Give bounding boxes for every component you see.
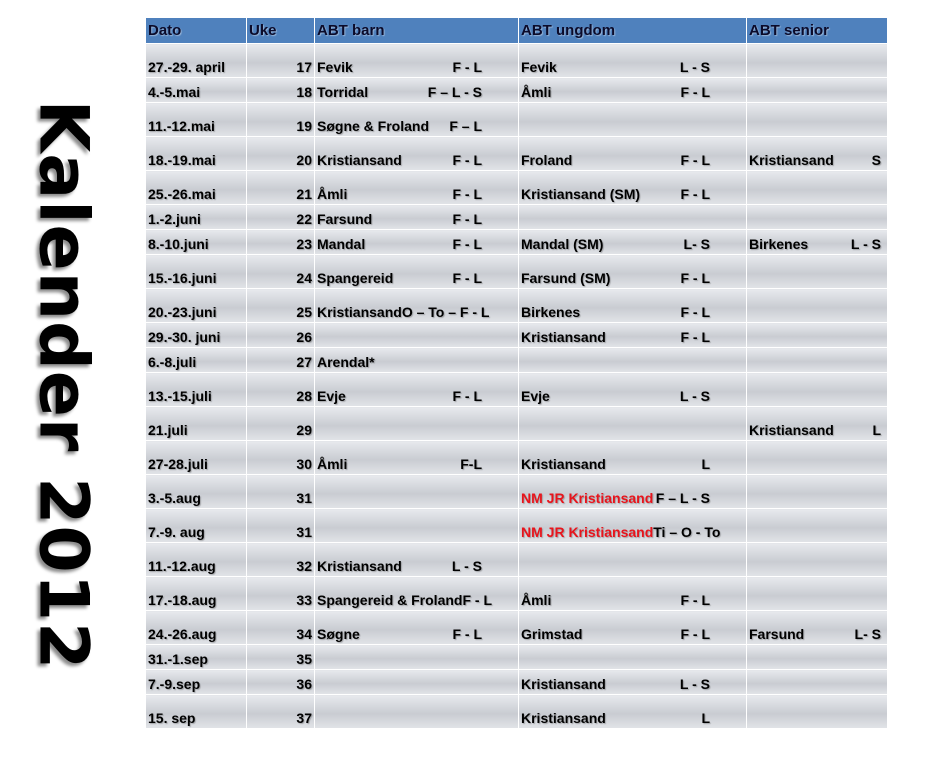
cell-senior (747, 407, 888, 441)
event-code: O – To – F - L (401, 304, 490, 320)
cell-barn (315, 475, 519, 509)
event-place: Arendal* (317, 354, 375, 370)
cell-dato: 7.-9. aug (146, 509, 247, 543)
event-code: F - L (452, 59, 482, 75)
cell-uke: 32 (247, 543, 315, 577)
cell-uke: 31 (247, 509, 315, 543)
header-abt-senior: ABT senior (747, 18, 888, 44)
event-code: F – L - S (427, 84, 482, 100)
cell-ungdom (519, 373, 747, 407)
event-place: Kristiansand (749, 152, 834, 168)
event-place: Kristiansand (317, 558, 402, 574)
cell-barn (315, 695, 519, 729)
event-code: F - L (680, 186, 710, 202)
event-code: F - L (680, 152, 710, 168)
cell-senior (747, 323, 888, 348)
cell-uke: 30 (247, 441, 315, 475)
event-code: S (871, 152, 881, 168)
cell-dato: 21.juli (146, 407, 247, 441)
cell-uke: 18 (247, 78, 315, 103)
event-place: Kristiansand (521, 456, 606, 472)
header-abt-barn: ABT barn (315, 18, 519, 44)
cell-senior (747, 577, 888, 611)
event-place: Mandal (317, 236, 366, 252)
cell-barn (315, 103, 519, 137)
cell-ungdom (519, 78, 747, 103)
table-row (146, 509, 888, 543)
event-code: F – L (449, 118, 482, 134)
cell-senior (747, 44, 888, 78)
cell-barn (315, 230, 519, 255)
event-place: Fevik (521, 59, 557, 75)
cell-dato: 25.-26.mai (146, 171, 247, 205)
cell-senior (747, 373, 888, 407)
cell-senior (747, 645, 888, 670)
table-row (146, 543, 888, 577)
cell-dato: 15.-16.juni (146, 255, 247, 289)
event-place: Torridal (317, 84, 369, 100)
event-place: Åmli (521, 84, 552, 100)
cell-senior (747, 441, 888, 475)
cell-uke: 31 (247, 475, 315, 509)
cell-uke: 36 (247, 670, 315, 695)
event-code: F - L (680, 304, 710, 320)
cell-barn (315, 348, 519, 373)
cell-ungdom (519, 103, 747, 137)
cell-ungdom (519, 289, 747, 323)
event-code: L (701, 456, 710, 472)
event-place: NM JR Kristiansand (521, 490, 654, 506)
table-row (146, 78, 888, 103)
event-code: L - S (679, 388, 710, 404)
cell-ungdom (519, 695, 747, 729)
cell-uke: 17 (247, 44, 315, 78)
cell-dato: 20.-23.juni (146, 289, 247, 323)
event-code: L (701, 710, 710, 726)
table-row (146, 44, 888, 78)
cell-barn (315, 645, 519, 670)
table-row (146, 475, 888, 509)
cell-ungdom (519, 205, 747, 230)
cell-uke: 26 (247, 323, 315, 348)
table-row (146, 407, 888, 441)
cell-barn (315, 670, 519, 695)
table-row (146, 230, 888, 255)
cell-barn (315, 407, 519, 441)
event-place: Åmli (317, 456, 348, 472)
cell-senior (747, 230, 888, 255)
event-code: F - L (452, 152, 482, 168)
event-code: F-L (460, 456, 482, 472)
event-code: L - S (451, 558, 482, 574)
cell-senior (747, 137, 888, 171)
event-code: F - L (452, 236, 482, 252)
event-code: F - L (452, 270, 482, 286)
event-place: Mandal (SM) (521, 236, 604, 252)
event-place: Kristiansand (521, 676, 606, 692)
event-code: L - S (679, 59, 710, 75)
cell-barn (315, 44, 519, 78)
cell-uke: 37 (247, 695, 315, 729)
cell-dato: 17.-18.aug (146, 577, 247, 611)
side-title (18, 99, 108, 671)
cell-ungdom (519, 670, 747, 695)
cell-dato: 24.-26.aug (146, 611, 247, 645)
table-row (146, 611, 888, 645)
cell-uke: 21 (247, 171, 315, 205)
cell-dato: 6.-8.juli (146, 348, 247, 373)
side-title-text: Kalender 2012 (23, 99, 103, 671)
cell-dato: 18.-19.mai (146, 137, 247, 171)
cell-ungdom (519, 475, 747, 509)
table-row (146, 103, 888, 137)
cell-senior (747, 289, 888, 323)
event-code: F - L (452, 626, 482, 642)
event-code: L - S (679, 676, 710, 692)
header-row (146, 18, 888, 44)
cell-senior (747, 509, 888, 543)
table-row (146, 695, 888, 729)
event-place: Grimstad (521, 626, 583, 642)
cell-ungdom (519, 137, 747, 171)
cell-dato: 13.-15.juli (146, 373, 247, 407)
cell-barn (315, 577, 519, 611)
cell-barn (315, 205, 519, 230)
cell-senior (747, 255, 888, 289)
cell-senior (747, 205, 888, 230)
cell-ungdom (519, 323, 747, 348)
event-place: Kristiansand (SM) (521, 186, 641, 202)
cell-uke: 28 (247, 373, 315, 407)
table-row (146, 323, 888, 348)
event-code: Ti – O - To (653, 524, 721, 540)
event-code: F – L - S (655, 490, 710, 506)
table-row (146, 645, 888, 670)
cell-barn (315, 78, 519, 103)
table-row (146, 373, 888, 407)
event-place: Åmli (317, 186, 348, 202)
event-place: Birkenes (521, 304, 581, 320)
event-code: F - L (452, 186, 482, 202)
cell-dato: 11.-12.mai (146, 103, 247, 137)
cell-dato: 11.-12.aug (146, 543, 247, 577)
event-place: Evje (521, 388, 550, 404)
event-place: Kristiansand (749, 422, 834, 438)
event-code: L- S (683, 236, 710, 252)
cell-senior (747, 78, 888, 103)
event-code: L- S (854, 626, 881, 642)
event-place: Birkenes (749, 236, 809, 252)
cell-dato: 1.-2.juni (146, 205, 247, 230)
cell-dato: 29.-30. juni (146, 323, 247, 348)
table-row (146, 348, 888, 373)
event-code: F - L (680, 329, 710, 345)
table-body (146, 44, 888, 729)
cell-ungdom (519, 44, 747, 78)
cell-uke: 24 (247, 255, 315, 289)
cell-uke: 25 (247, 289, 315, 323)
event-place: Farsund (749, 626, 805, 642)
cell-barn (315, 255, 519, 289)
event-place: Spangereid (317, 270, 394, 286)
cell-barn (315, 289, 519, 323)
cell-barn (315, 323, 519, 348)
table-row (146, 670, 888, 695)
event-place: Fevik (317, 59, 353, 75)
cell-ungdom (519, 441, 747, 475)
cell-barn (315, 441, 519, 475)
header-abt-ungdom: ABT ungdom (519, 18, 747, 44)
cell-uke: 35 (247, 645, 315, 670)
event-place: Søgne (317, 626, 360, 642)
cell-senior (747, 670, 888, 695)
table-row (146, 255, 888, 289)
cell-senior (747, 103, 888, 137)
cell-senior (747, 475, 888, 509)
cell-dato: 7.-9.sep (146, 670, 247, 695)
cell-uke: 27 (247, 348, 315, 373)
cell-dato: 15. sep (146, 695, 247, 729)
event-place: Spangereid & Froland (317, 592, 463, 608)
cell-dato: 31.-1.sep (146, 645, 247, 670)
cell-barn (315, 373, 519, 407)
cell-senior (747, 611, 888, 645)
cell-uke: 33 (247, 577, 315, 611)
cell-barn (315, 543, 519, 577)
table-row (146, 171, 888, 205)
table-row (146, 137, 888, 171)
cell-barn (315, 611, 519, 645)
event-place: Farsund (317, 211, 373, 227)
cell-barn (315, 171, 519, 205)
cell-ungdom (519, 230, 747, 255)
table-row (146, 577, 888, 611)
event-code: F - L (680, 626, 710, 642)
event-place: Evje (317, 388, 346, 404)
header-dato: Dato (146, 18, 247, 44)
event-code: F - L (452, 388, 482, 404)
event-place: Åmli (521, 592, 552, 608)
cell-senior (747, 171, 888, 205)
cell-senior (747, 695, 888, 729)
event-place: Kristiansand (521, 710, 606, 726)
table-row (146, 289, 888, 323)
cell-uke: 22 (247, 205, 315, 230)
cell-uke: 19 (247, 103, 315, 137)
event-code: F - L (462, 592, 493, 608)
table-row (146, 205, 888, 230)
cell-barn (315, 509, 519, 543)
event-place: Søgne & Froland (317, 118, 429, 134)
event-place: Kristiansand (521, 329, 606, 345)
cell-dato: 27-28.juli (146, 441, 247, 475)
cell-senior (747, 348, 888, 373)
cell-ungdom (519, 255, 747, 289)
event-code: L - S (850, 236, 881, 252)
event-place: NM JR Kristiansand (521, 524, 654, 540)
event-code: F - L (680, 84, 710, 100)
header-uke: Uke (247, 18, 315, 44)
cell-uke: 23 (247, 230, 315, 255)
cell-barn (315, 137, 519, 171)
cell-ungdom (519, 407, 747, 441)
cell-ungdom (519, 171, 747, 205)
cell-ungdom (519, 645, 747, 670)
cell-dato: 4.-5.mai (146, 78, 247, 103)
calendar-table (145, 17, 888, 729)
cell-senior (747, 543, 888, 577)
cell-ungdom (519, 509, 747, 543)
cell-uke: 34 (247, 611, 315, 645)
event-place: Kristiansand (317, 152, 402, 168)
event-code: F - L (452, 211, 482, 227)
cell-ungdom (519, 577, 747, 611)
cell-uke: 20 (247, 137, 315, 171)
cell-dato: 27.-29. april (146, 44, 247, 78)
cell-ungdom (519, 611, 747, 645)
event-code: L (872, 422, 881, 438)
event-code: F - L (680, 592, 710, 608)
cell-ungdom (519, 348, 747, 373)
cell-ungdom (519, 543, 747, 577)
cell-dato: 3.-5.aug (146, 475, 247, 509)
event-place: Farsund (SM) (521, 270, 611, 286)
cell-uke: 29 (247, 407, 315, 441)
cell-dato: 8.-10.juni (146, 230, 247, 255)
table-row (146, 441, 888, 475)
event-code: F - L (680, 270, 710, 286)
event-place: Kristiansand (317, 304, 402, 320)
event-place: Froland (521, 152, 573, 168)
